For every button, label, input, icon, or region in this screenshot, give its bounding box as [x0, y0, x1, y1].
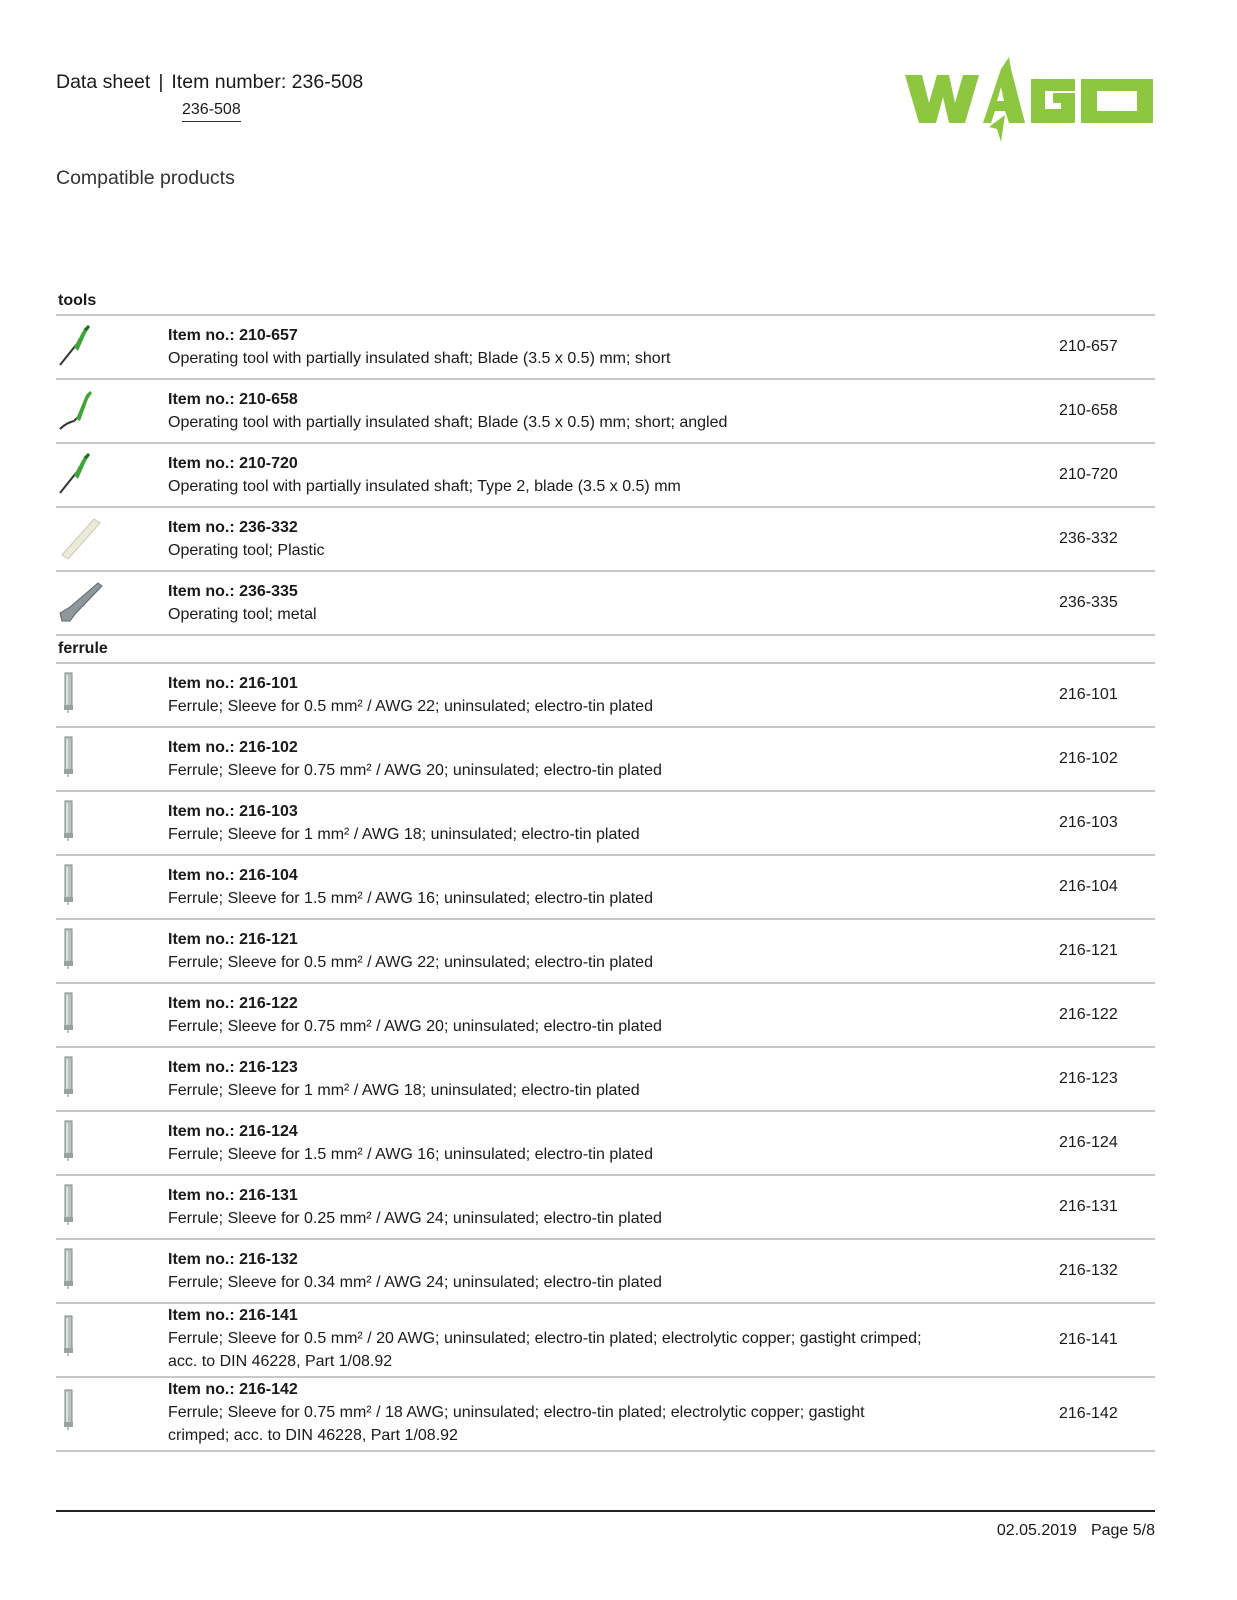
- product-row[interactable]: [56, 316, 1155, 380]
- ferrule-icon: [56, 1312, 106, 1362]
- item-code-link[interactable]: 216-141: [1059, 1331, 1118, 1348]
- item-description: Ferrule; Sleeve for 0.5 mm² / AWG 22; uninsulated; electro-tin plated: [168, 698, 653, 715]
- item-code-link[interactable]: 210-658: [1059, 402, 1118, 419]
- footer-divider: [56, 1510, 1155, 1512]
- metal-tool-icon: [56, 577, 106, 627]
- ferrule-icon: [56, 989, 106, 1039]
- product-text: [168, 1056, 928, 1102]
- ferrule-icon: [56, 1386, 106, 1436]
- product-row[interactable]: [56, 1304, 1155, 1378]
- product-text: [168, 800, 928, 846]
- product-row[interactable]: [56, 920, 1155, 984]
- product-text: [168, 928, 928, 974]
- product-text: [168, 992, 928, 1038]
- ferrule-icon: [56, 669, 106, 719]
- item-description: Ferrule; Sleeve for 1.5 mm² / AWG 16; uninsulated; electro-tin plated: [168, 890, 653, 907]
- item-description: Ferrule; Sleeve for 1 mm² / AWG 18; uninsulated; electro-tin plated: [168, 1082, 640, 1099]
- item-description: Ferrule; Sleeve for 0.75 mm² / AWG 20; uninsulated; electro-tin plated: [168, 762, 662, 779]
- logo-text: WAGO: [905, 57, 909, 58]
- item-code-link[interactable]: 216-132: [1059, 1262, 1118, 1279]
- item-number: Item no.: 236-332: [168, 519, 298, 536]
- ferrule-icon: [56, 1117, 106, 1167]
- footer-date: 02.05.2019: [996, 1522, 1077, 1539]
- ferrule-icon: [56, 861, 106, 911]
- page-number: Page 5/8: [1090, 1522, 1155, 1539]
- item-code-link[interactable]: 236-332: [1059, 530, 1118, 547]
- doc-type-label: Data sheet: [56, 71, 151, 93]
- product-row[interactable]: [56, 444, 1155, 508]
- item-code-link[interactable]: 236-335: [1059, 594, 1118, 611]
- group-label-ferrule: ferrule: [56, 636, 1155, 664]
- item-number: Item no.: 216-103: [168, 803, 298, 820]
- item-number: Item no.: 216-102: [168, 739, 298, 756]
- ferrule-icon: [56, 797, 106, 847]
- item-description: Ferrule; Sleeve for 0.5 mm² / AWG 22; uninsulated; electro-tin plated: [168, 954, 653, 971]
- ferrule-icon: [56, 1053, 106, 1103]
- item-description: Operating tool; Plastic: [168, 542, 325, 559]
- product-row[interactable]: [56, 728, 1155, 792]
- compatible-products-list: [56, 288, 1155, 1452]
- item-number: Item no.: 236-335: [168, 583, 298, 600]
- item-code-link[interactable]: 216-123: [1059, 1070, 1118, 1087]
- item-number: Item no.: 216-104: [168, 867, 298, 884]
- item-number: Item no.: 210-720: [168, 455, 298, 472]
- ferrule-icon: [56, 733, 106, 783]
- item-description: Ferrule; Sleeve for 0.25 mm² / AWG 24; uninsulated; electro-tin plated: [168, 1210, 662, 1227]
- item-description: Operating tool; metal: [168, 606, 317, 623]
- product-row[interactable]: [56, 508, 1155, 572]
- item-description: Operating tool with partially insulated shaft; Type 2, blade (3.5 x 0.5) mm: [168, 478, 681, 495]
- item-description: Ferrule; Sleeve for 0.75 mm² / 18 AWG; uninsulated; electro-tin plated; electrolytic copper; gastight crimped; acc. to DIN 46228, Part 1/08.92: [168, 1404, 865, 1444]
- item-description: Ferrule; Sleeve for 0.5 mm² / 20 AWG; uninsulated; electro-tin plated; electrolytic copper; gastight crimped; acc. to DIN 46228, Part 1/08.92: [168, 1330, 922, 1370]
- product-text: [168, 388, 928, 434]
- product-row[interactable]: [56, 380, 1155, 444]
- wago-logo: [905, 57, 1155, 142]
- product-text: [168, 324, 928, 370]
- item-number: Item no.: 216-141: [168, 1307, 298, 1324]
- product-text: [168, 1248, 928, 1294]
- item-number: Item no.: 216-124: [168, 1123, 298, 1140]
- screwdriver-icon: [56, 321, 106, 371]
- item-code-link[interactable]: 216-102: [1059, 750, 1118, 767]
- item-code-link[interactable]: 216-104: [1059, 878, 1118, 895]
- item-code-link[interactable]: 210-720: [1059, 466, 1118, 483]
- ferrule-icon: [56, 925, 106, 975]
- page-footer: [997, 1522, 1155, 1540]
- group-label-tools: tools: [56, 288, 1155, 316]
- product-row[interactable]: [56, 572, 1155, 636]
- product-row[interactable]: [56, 1176, 1155, 1240]
- item-description: Ferrule; Sleeve for 0.34 mm² / AWG 24; uninsulated; electro-tin plated: [168, 1274, 662, 1291]
- document-title: [56, 71, 363, 94]
- screwdriver-icon: [56, 449, 106, 499]
- ferrule-icon: [56, 1181, 106, 1231]
- product-text: [168, 1184, 928, 1230]
- product-text: [168, 1120, 928, 1166]
- item-number-link[interactable]: 236-508: [182, 100, 241, 122]
- angled-screwdriver-icon: [56, 385, 106, 435]
- item-number: Item no.: 210-658: [168, 391, 298, 408]
- product-text: [168, 1378, 928, 1447]
- item-code-link[interactable]: 216-142: [1059, 1405, 1118, 1422]
- item-number: Item no.: 216-131: [168, 1187, 298, 1204]
- item-description: Ferrule; Sleeve for 1.5 mm² / AWG 16; uninsulated; electro-tin plated: [168, 1146, 653, 1163]
- item-code-link[interactable]: 216-121: [1059, 942, 1118, 959]
- section-title: Compatible products: [56, 167, 235, 189]
- product-row[interactable]: [56, 1048, 1155, 1112]
- product-text: [168, 736, 928, 782]
- item-code-link[interactable]: 210-657: [1059, 338, 1118, 355]
- product-row[interactable]: [56, 1378, 1155, 1452]
- item-number-title: Item number: 236-508: [171, 71, 364, 93]
- item-number: Item no.: 216-121: [168, 931, 298, 948]
- product-row[interactable]: [56, 984, 1155, 1048]
- item-description: Operating tool with partially insulated shaft; Blade (3.5 x 0.5) mm; short; angled: [168, 414, 728, 431]
- item-number: Item no.: 216-122: [168, 995, 298, 1012]
- item-number: Item no.: 216-142: [168, 1381, 298, 1398]
- product-text: [168, 672, 928, 718]
- item-code-link[interactable]: 216-101: [1059, 686, 1118, 703]
- ferrule-icon: [56, 1245, 106, 1295]
- item-description: Operating tool with partially insulated shaft; Blade (3.5 x 0.5) mm; short: [168, 350, 671, 367]
- product-text: [168, 1304, 928, 1373]
- item-code-link[interactable]: 216-131: [1059, 1198, 1118, 1215]
- product-text: [168, 864, 928, 910]
- product-row[interactable]: [56, 856, 1155, 920]
- item-description: Ferrule; Sleeve for 1 mm² / AWG 18; uninsulated; electro-tin plated: [168, 826, 640, 843]
- item-number: Item no.: 216-132: [168, 1251, 298, 1268]
- item-number: Item no.: 210-657: [168, 327, 298, 344]
- item-number: Item no.: 216-123: [168, 1059, 298, 1076]
- item-description: Ferrule; Sleeve for 0.75 mm² / AWG 20; uninsulated; electro-tin plated: [168, 1018, 662, 1035]
- item-code-link[interactable]: 216-124: [1059, 1134, 1118, 1151]
- title-separator: |: [158, 71, 164, 93]
- item-code-link[interactable]: 216-103: [1059, 814, 1118, 831]
- product-text: [168, 452, 928, 498]
- item-number: Item no.: 216-101: [168, 675, 298, 692]
- item-code-link[interactable]: 216-122: [1059, 1006, 1118, 1023]
- product-text: [168, 516, 928, 562]
- product-row[interactable]: [56, 1240, 1155, 1304]
- product-text: [168, 580, 928, 626]
- product-row[interactable]: [56, 792, 1155, 856]
- plastic-tool-icon: [56, 513, 106, 563]
- product-row[interactable]: [56, 664, 1155, 728]
- product-row[interactable]: [56, 1112, 1155, 1176]
